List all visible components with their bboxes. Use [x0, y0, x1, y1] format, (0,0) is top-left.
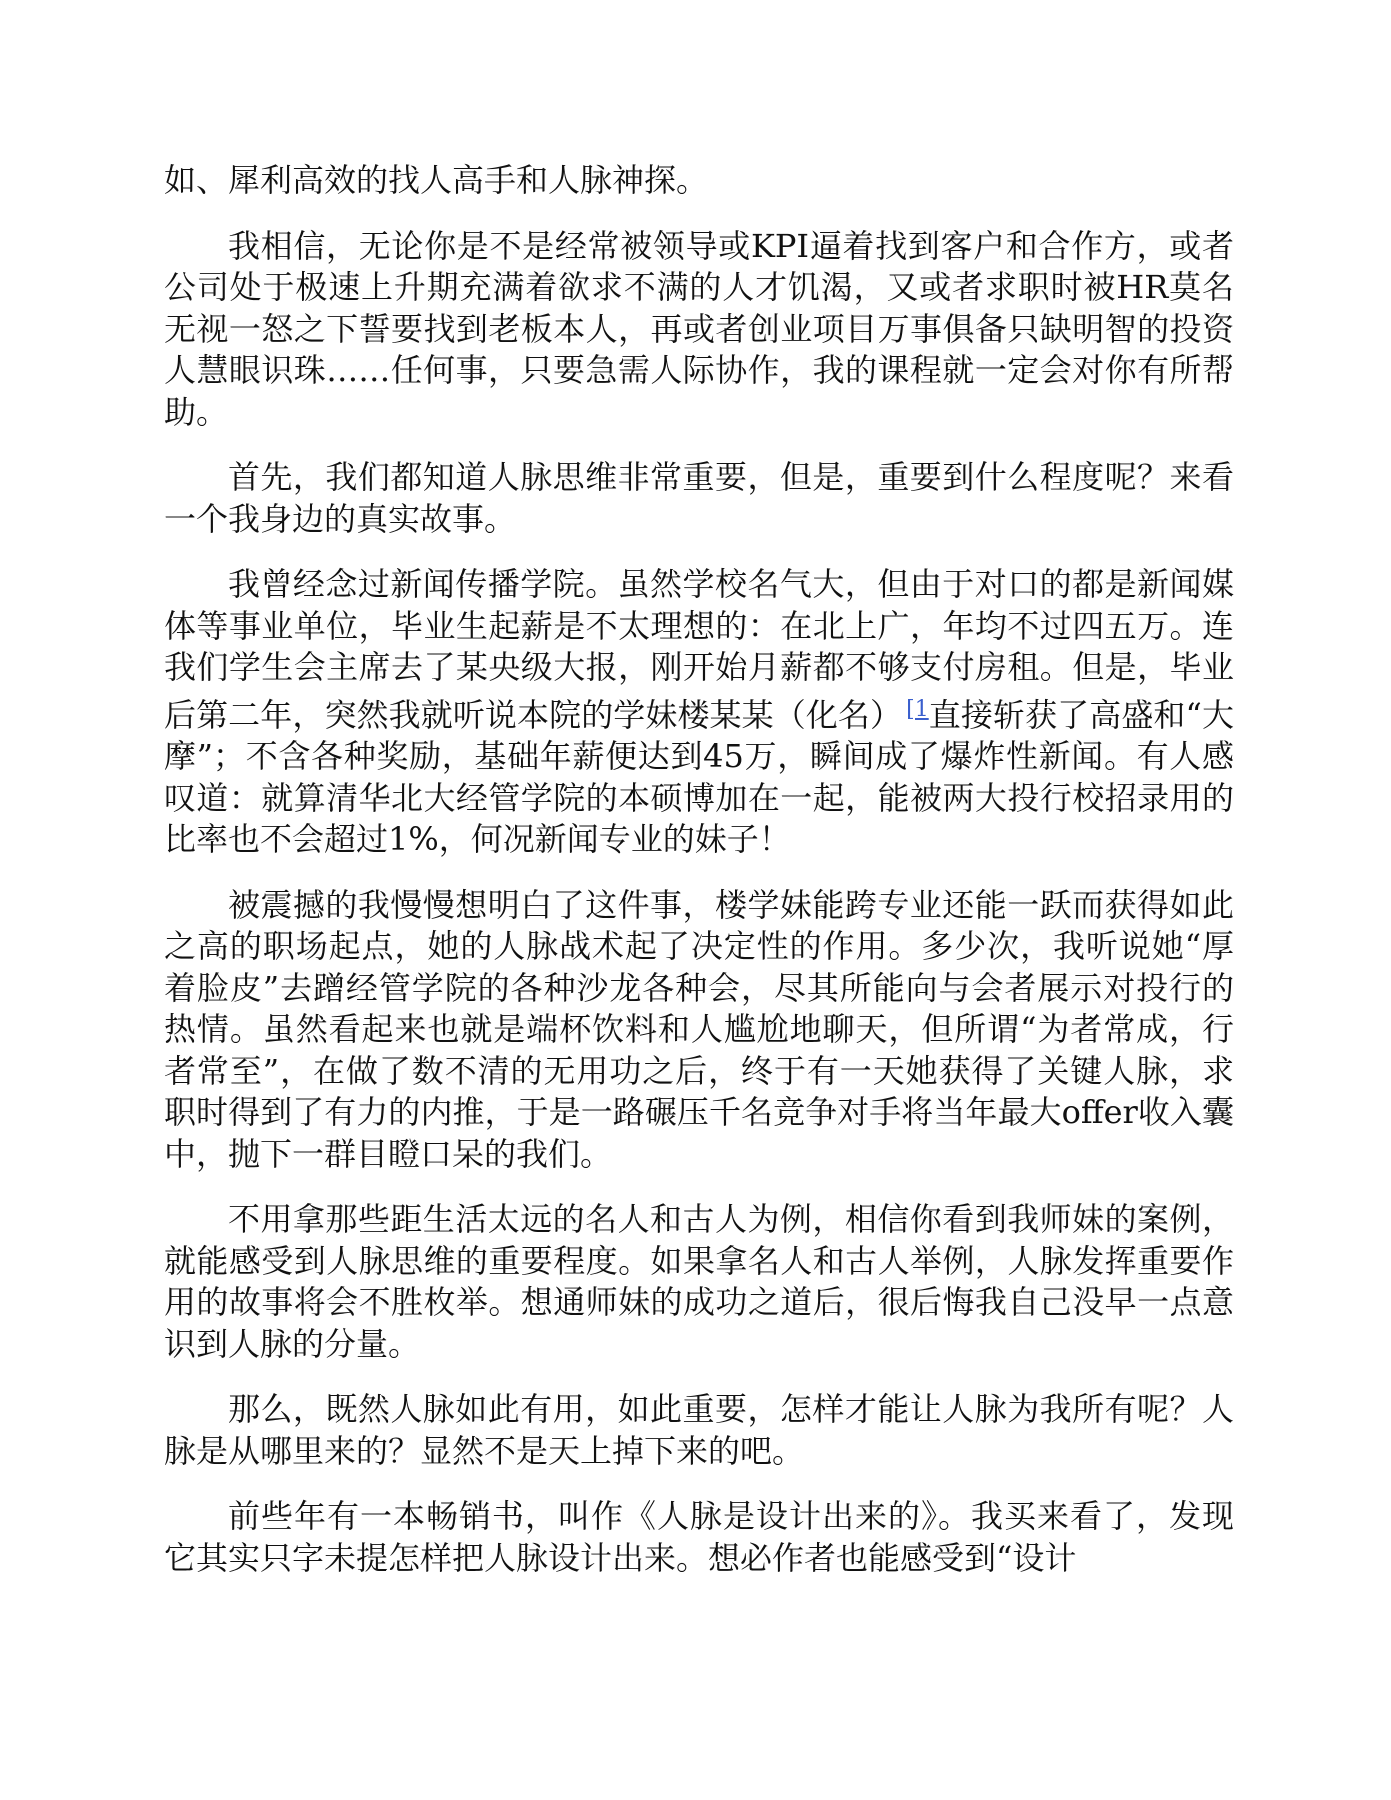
paragraph-4: [164, 564, 1234, 861]
paragraph-4-text-before: 我曾经念过新闻传播学院。虽然学校名气大，但由于对口的都是新闻媒体等事业单位，毕业生起薪是不太理想的：在北上广，年均不过四五万。连我们学生会主席去了某央级大报，刚开始月薪都不够支付房租。但是，毕业后第二年，突然我就听说本院的学妹楼某某（化名）: [164, 565, 1234, 734]
paragraph-8-text: 前些年有一本畅销书，叫作《人脉是设计出来的》。我买来看了，发现它其实只字未提怎样把人脉设计出来。想必作者也能感受到“设计: [164, 1497, 1234, 1577]
paragraph-1: [164, 160, 1234, 202]
document-body: [164, 160, 1234, 1603]
paragraph-7: [164, 1389, 1234, 1472]
paragraph-5-text: 被震撼的我慢慢想明白了这件事，楼学妹能跨专业还能一跃而获得如此之高的职场起点，她的人脉战术起了决定性的作用。多少次，我听说她“厚着脸皮”去蹭经管学院的各种沙龙各种会，尽其所能向与会者展示对投行的热情。虽然看起来也就是端杯饮料和人尴尬地聊天，但所谓“为者常成，行者常至”，在做了数不清的无用功之后，终于有一天她获得了关键人脉，求职时得到了有力的内推，于是一路碾压千名竞争对手将当年最大offer收入囊中，抛下一群目瞪口呆的我们。: [164, 885, 1234, 1173]
paragraph-8: [164, 1496, 1234, 1579]
footnote-link[interactable]: [1: [906, 696, 929, 722]
paragraph-2-text: 我相信，无论你是不是经常被领导或KPI逼着找到客户和合作方，或者公司处于极速上升期充满着欲求不满的人才饥渴，又或者求职时被HR莫名无视一怒之下誓要找到老板本人，再或者创业项目万事俱备只缺明智的投资人慧眼识珠……任何事，只要急需人际协作，我的课程就一定会对你有所帮助。: [164, 226, 1234, 431]
paragraph-7-text: 那么，既然人脉如此有用，如此重要，怎样才能让人脉为我所有呢？人脉是从哪里来的？显然不是天上掉下来的吧。: [164, 1390, 1234, 1470]
paragraph-4-text-after: 直接斩获了高盛和“大摩”；不含各种奖励，基础年薪便达到45万，瞬间成了爆炸性新闻。有人感叹道：就算清华北大经管学院的本硕博加在一起，能被两大投行校招录用的比率也不会超过1%，何况新闻专业的妹子！: [164, 695, 1234, 858]
paragraph-2: [164, 226, 1234, 434]
paragraph-1-text: 如、犀利高效的找人高手和人脉神探。: [164, 161, 709, 199]
paragraph-3: [164, 457, 1234, 540]
paragraph-5: [164, 885, 1234, 1176]
paragraph-6: [164, 1199, 1234, 1365]
paragraph-3-text: 首先，我们都知道人脉思维非常重要，但是，重要到什么程度呢？来看一个我身边的真实故事。: [164, 458, 1234, 538]
paragraph-6-text: 不用拿那些距生活太远的名人和古人为例，相信你看到我师妹的案例，就能感受到人脉思维的重要程度。如果拿名人和古人举例，人脉发挥重要作用的故事将会不胜枚举。想通师妹的成功之道后，很后悔我自己没早一点意识到人脉的分量。: [164, 1200, 1234, 1363]
